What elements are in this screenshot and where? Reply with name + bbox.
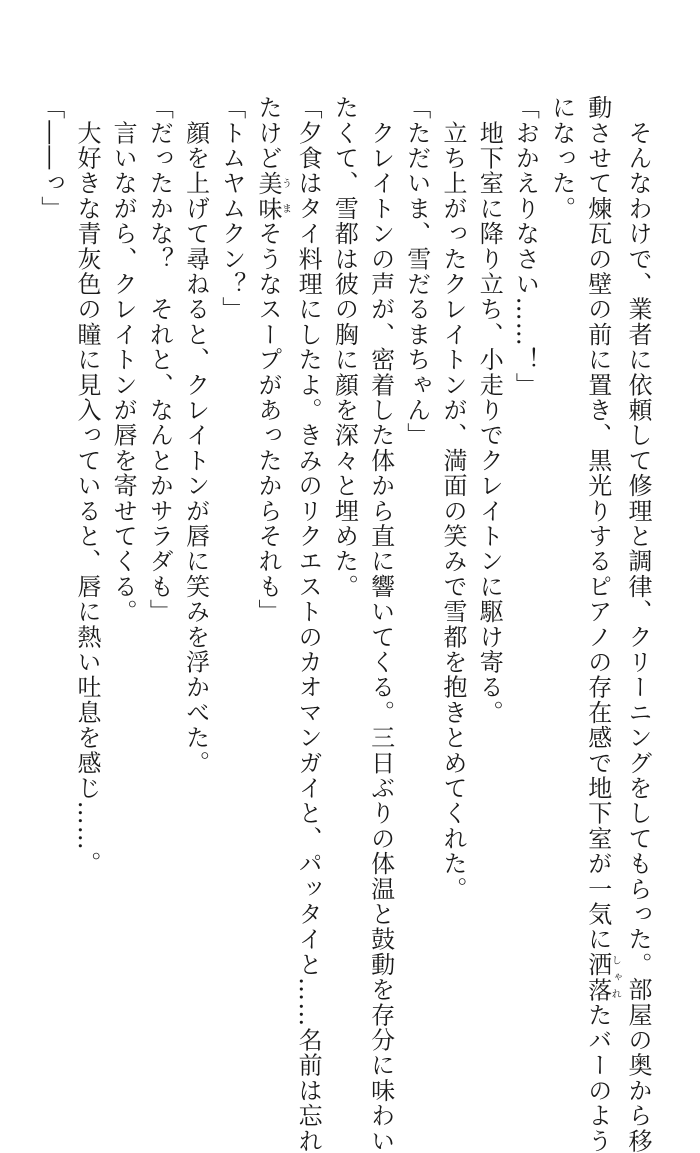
text-line-4 <box>507 95 543 965</box>
text-line-6 <box>435 95 471 965</box>
text-line-2 <box>580 95 621 1153</box>
line-text: たくて、雪都は彼の胸に顔を深々と埋めた。 <box>330 95 359 599</box>
ruby-reading: しゃれ <box>609 951 621 1003</box>
text-line-13 <box>177 95 213 965</box>
ruby-base: 美味 <box>253 170 282 222</box>
text-line-17 <box>33 95 69 965</box>
line-text: 「夕食はタイ料理にしたよ。きみのリクエストのカオマンガイと、パッタイと……名前は忘れ <box>294 95 323 1153</box>
line-text: 「だったかな？ それと、なんとかサラダも」 <box>145 95 174 625</box>
line-text: 立ち上がったクレイトンが、満面の笑みで雪都を抱きとめてくれた。 <box>438 95 467 902</box>
line-text: そうなスープがあったからそれも」 <box>253 221 282 625</box>
text-line-11 <box>250 95 290 965</box>
text-line-3 <box>543 95 579 965</box>
text-line-7 <box>399 95 435 965</box>
text-line-12 <box>214 95 250 965</box>
furigana-uma <box>253 170 291 222</box>
line-text: 顔を上げて尋ねると、クレイトンが唇に笑みを浮かべた。 <box>181 95 210 776</box>
line-text: クレイトンの声が、密着した体から直に響いてくる。三日ぶりの体温と鼓動を存分に味わい <box>366 95 395 1153</box>
text-line-1 <box>620 95 656 1153</box>
line-text: たけど <box>253 95 282 171</box>
text-line-15 <box>105 95 141 965</box>
line-text: 「トムヤムクン？」 <box>217 95 246 322</box>
line-text: 動させて煉瓦の壁の前に置き、黒光りするピアノの存在感で地下室が一気に <box>583 95 612 952</box>
ruby-reading: うま <box>279 170 291 221</box>
line-text: たバーのよう <box>583 1002 612 1153</box>
text-line-16 <box>69 95 105 965</box>
line-text: になった。 <box>547 95 576 221</box>
line-text: 「ただいま、雪だるまちゃん」 <box>402 95 431 448</box>
line-text: 大好きな青灰色の瞳に見入っていると、唇に熱い吐息を感じ……。 <box>72 95 101 877</box>
text-line-8 <box>362 95 398 1153</box>
furigana-share <box>583 951 621 1003</box>
line-text: 言いながら、クレイトンが唇を寄せてくる。 <box>109 95 138 625</box>
vertical-text-body <box>33 95 656 1153</box>
line-text: 「おかえりなさい……！」 <box>511 95 540 398</box>
text-line-10 <box>290 95 326 1153</box>
text-line-14 <box>141 95 177 965</box>
ruby-base: 洒落 <box>583 951 612 1003</box>
line-text: そんなわけで、業者に依頼して修理と調律、クリーニングをしてもらった。部屋の奥から移 <box>624 95 652 1153</box>
text-line-9 <box>326 95 362 965</box>
line-text: 地下室に降り立ち、小走りでクレイトンに駆け寄る。 <box>475 95 504 725</box>
text-line-5 <box>471 95 507 965</box>
line-text: 「――っ」 <box>36 95 65 221</box>
